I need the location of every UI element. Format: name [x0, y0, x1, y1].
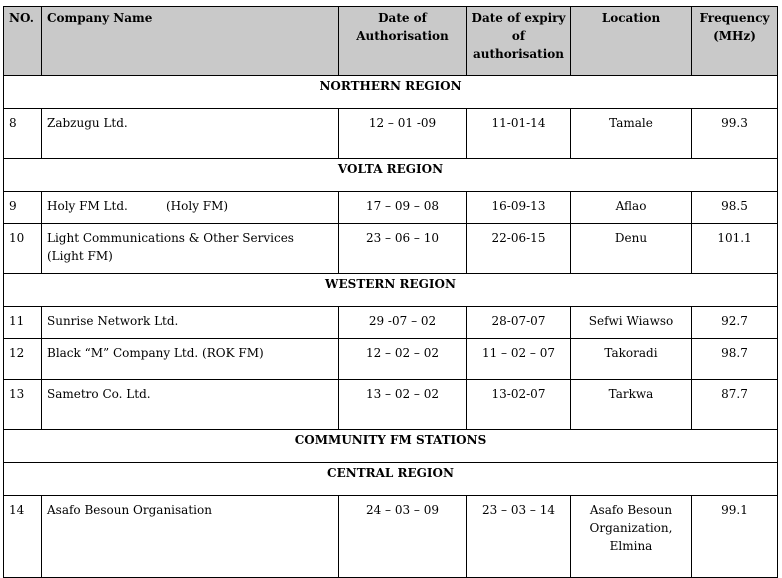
region-row — [4, 463, 778, 496]
table-row — [4, 496, 778, 578]
table-row — [4, 224, 778, 274]
cell-date-expiry: 23 – 03 – 14 — [467, 496, 571, 578]
cell-date-auth: 29 -07 – 02 — [339, 307, 467, 339]
cell-location: Tamale — [571, 109, 692, 159]
region-northern: NORTHERN REGION — [4, 76, 778, 109]
table-row — [4, 307, 778, 339]
header-date-authorisation: Date of Authorisation — [339, 7, 467, 76]
region-row — [4, 430, 778, 463]
cell-date-auth: 12 – 02 – 02 — [339, 339, 467, 380]
cell-frequency: 99.1 — [692, 496, 778, 578]
cell-company: Holy FM Ltd. (Holy FM) — [42, 192, 339, 224]
region-row — [4, 76, 778, 109]
header-no: NO. — [4, 7, 42, 76]
cell-date-expiry: 13-02-07 — [467, 380, 571, 430]
cell-date-expiry: 28-07-07 — [467, 307, 571, 339]
cell-company: Light Communications & Other Services (Light FM) — [42, 224, 339, 274]
cell-company: Asafo Besoun Organisation — [42, 496, 339, 578]
region-row — [4, 274, 778, 307]
cell-no: 11 — [4, 307, 42, 339]
cell-frequency: 99.3 — [692, 109, 778, 159]
cell-no: 12 — [4, 339, 42, 380]
cell-no: 13 — [4, 380, 42, 430]
cell-no: 9 — [4, 192, 42, 224]
header-row — [4, 7, 778, 76]
table-row — [4, 192, 778, 224]
table-row — [4, 339, 778, 380]
region-volta: VOLTA REGION — [4, 159, 778, 192]
header-date-expiry: Date of expiry of authorisation — [467, 7, 571, 76]
header-company-name: Company Name — [42, 7, 339, 76]
cell-frequency: 98.7 — [692, 339, 778, 380]
cell-company: Sunrise Network Ltd. — [42, 307, 339, 339]
cell-location: Tarkwa — [571, 380, 692, 430]
cell-date-expiry: 11-01-14 — [467, 109, 571, 159]
cell-company: Black “M” Company Ltd. (ROK FM) — [42, 339, 339, 380]
cell-frequency: 92.7 — [692, 307, 778, 339]
cell-date-expiry: 16-09-13 — [467, 192, 571, 224]
region-central: CENTRAL REGION — [4, 463, 778, 496]
cell-date-auth: 12 – 01 -09 — [339, 109, 467, 159]
cell-location: Aflao — [571, 192, 692, 224]
cell-no: 10 — [4, 224, 42, 274]
region-community: COMMUNITY FM STATIONS — [4, 430, 778, 463]
header-location: Location — [571, 7, 692, 76]
cell-date-expiry: 22-06-15 — [467, 224, 571, 274]
cell-location: Takoradi — [571, 339, 692, 380]
cell-no: 14 — [4, 496, 42, 578]
stations-table — [3, 6, 778, 578]
cell-frequency: 87.7 — [692, 380, 778, 430]
cell-date-auth: 23 – 06 – 10 — [339, 224, 467, 274]
region-western: WESTERN REGION — [4, 274, 778, 307]
header-frequency: Frequency (MHz) — [692, 7, 778, 76]
cell-company: Sametro Co. Ltd. — [42, 380, 339, 430]
cell-date-auth: 13 – 02 – 02 — [339, 380, 467, 430]
table-row — [4, 109, 778, 159]
region-row — [4, 159, 778, 192]
cell-date-expiry: 11 – 02 – 07 — [467, 339, 571, 380]
cell-date-auth: 17 – 09 – 08 — [339, 192, 467, 224]
cell-frequency: 101.1 — [692, 224, 778, 274]
cell-frequency: 98.5 — [692, 192, 778, 224]
cell-company: Zabzugu Ltd. — [42, 109, 339, 159]
cell-location: Sefwi Wiawso — [571, 307, 692, 339]
cell-no: 8 — [4, 109, 42, 159]
cell-location: Asafo Besoun Organization, Elmina — [571, 496, 692, 578]
table-row — [4, 380, 778, 430]
cell-date-auth: 24 – 03 – 09 — [339, 496, 467, 578]
cell-location: Denu — [571, 224, 692, 274]
